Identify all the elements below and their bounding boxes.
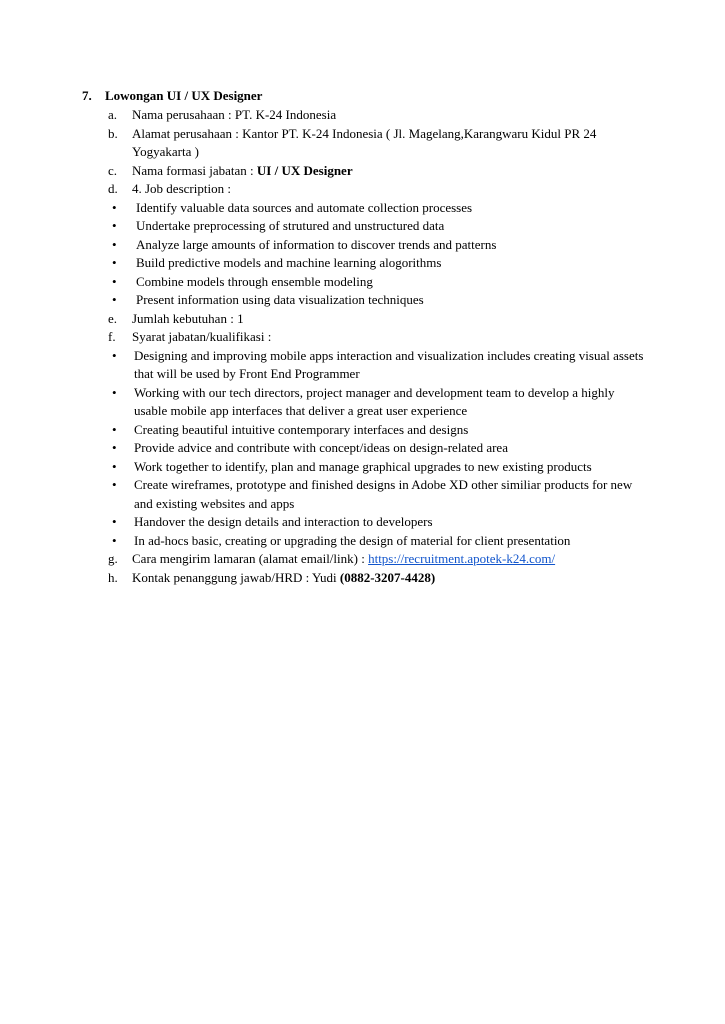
item-marker: h.	[108, 569, 118, 585]
item-marker: b.	[108, 125, 118, 141]
item-label: Nama formasi jabatan :	[132, 162, 257, 178]
recruitment-link[interactable]: https://recruitment.apotek-k24.com/	[368, 551, 556, 566]
item-marker: c.	[108, 162, 118, 178]
company-name-value: PT. K-24 Indonesia	[234, 107, 337, 122]
section-title: Lowongan UI / UX Designer	[105, 88, 263, 103]
list-item: • In ad-hocs basic, creating or upgrading the design of material for client presentation	[112, 532, 648, 551]
list-item: • Create wireframes, prototype and finished designs in Adobe XD other similiar products for new and existing websites and apps	[112, 477, 633, 511]
item-f-qualifications	[108, 328, 648, 347]
list-item: • Build predictive models and machine learning alogorithms	[112, 254, 648, 273]
item-marker: g.	[108, 551, 118, 566]
job-description-list	[108, 199, 648, 310]
bullet-icon: •	[112, 273, 117, 289]
list-item: • Present information using data visualization techniques	[112, 291, 648, 310]
item-g-application-link	[108, 550, 648, 569]
item-label: Alamat perusahaan :	[132, 125, 243, 141]
list-item: • Combine models through ensemble modeling	[112, 273, 648, 292]
item-label: Nama perusahaan :	[132, 107, 235, 122]
item-label: Kontak penanggung jawab/HRD : Yudi	[132, 569, 340, 585]
item-list	[108, 106, 648, 587]
item-marker: d.	[108, 181, 118, 196]
list-item: • Work together to identify, plan and manage graphical upgrades to new existing products	[112, 458, 648, 477]
headcount-value: 1	[237, 310, 244, 326]
item-h-hr-contact	[108, 569, 648, 588]
item-marker: a.	[108, 107, 118, 122]
item-label: Syarat jabatan/kualifikasi :	[132, 329, 272, 344]
position-name-value: UI / UX Designer	[256, 162, 353, 178]
company-address-value: Kantor PT. K-24 Indonesia ( Jl. Magelang,Karangwaru Kidul PR 24 Yogyakarta )	[132, 125, 597, 159]
bullet-icon: •	[112, 292, 117, 307]
bullet-icon: •	[112, 440, 117, 455]
item-label: 4. Job description :	[132, 181, 231, 196]
bullet-icon: •	[112, 199, 117, 215]
item-label: Cara mengirim lamaran (alamat email/link) :	[132, 551, 369, 566]
list-item: • Handover the design details and interaction to developers	[112, 513, 648, 532]
item-label: Jumlah kebutuhan :	[132, 310, 238, 326]
bullet-icon: •	[112, 384, 117, 400]
qualifications-list	[108, 347, 648, 551]
item-d-job-description	[108, 180, 648, 199]
list-item: • Creating beautiful intuitive contemporary interfaces and designs	[112, 421, 648, 440]
item-c-position-name	[108, 162, 648, 181]
list-item: • Provide advice and contribute with concept/ideas on design-related area	[112, 439, 648, 458]
list-item: • Identify valuable data sources and automate collection processes	[112, 199, 648, 218]
bullet-icon: •	[112, 236, 117, 252]
section-heading	[82, 87, 262, 106]
bullet-icon: •	[112, 477, 117, 492]
hr-phone-value: (0882-3207-4428)	[339, 569, 436, 585]
bullet-icon: •	[112, 218, 117, 233]
bullet-icon: •	[112, 458, 117, 474]
bullet-icon: •	[112, 532, 117, 548]
list-item: • Undertake preprocessing of strutured and unstructured data	[112, 217, 648, 236]
item-marker: e.	[108, 310, 118, 326]
item-e-headcount	[108, 310, 648, 329]
bullet-icon: •	[112, 421, 117, 437]
bullet-icon: •	[112, 514, 117, 529]
bullet-icon: •	[112, 255, 117, 270]
item-b-company-address	[108, 125, 648, 162]
item-a-company-name	[108, 106, 648, 125]
section-number: 7.	[82, 88, 92, 103]
list-item: • Designing and improving mobile apps interaction and visualization includes creating visual assets that will be used by Front End Programmer	[112, 347, 644, 381]
list-item: • Analyze large amounts of information to discover trends and patterns	[112, 236, 648, 255]
list-item: • Working with our tech directors, project manager and development team to develop a highly usable mobile app interfaces that deliver a great user experience	[112, 384, 615, 418]
bullet-icon: •	[112, 347, 117, 363]
item-marker: f.	[108, 329, 116, 344]
